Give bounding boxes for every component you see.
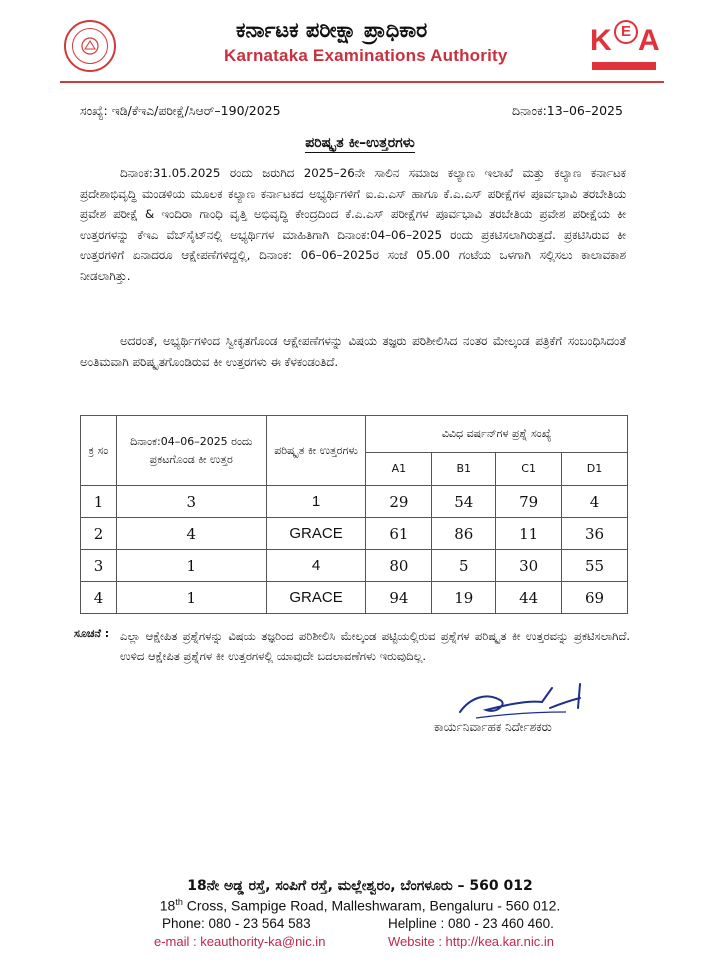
cell-c1: 79 [496, 486, 562, 518]
cell-published: 1 [116, 582, 266, 614]
logo-letter-a: A [638, 24, 660, 57]
subject-text: ಪರಿಷ್ಕೃತ ಕೀ–ಉತ್ತರಗಳು [305, 135, 415, 151]
column-header-a1: A1 [366, 453, 432, 486]
cell-a1: 80 [366, 550, 432, 582]
cell-c1: 11 [496, 518, 562, 550]
cell-d1: 69 [562, 582, 628, 614]
signature-icon [456, 678, 596, 724]
column-header-b1: B1 [432, 453, 496, 486]
emblem-seal-icon [64, 20, 116, 72]
signatory-designation: ಕಾರ್ಯನಿರ್ವಾಹಕ ನಿರ್ದೇಶಕರು [434, 720, 552, 734]
cell-published: 4 [116, 518, 266, 550]
cell-revised: 4 [266, 550, 366, 582]
cell-c1: 30 [496, 550, 562, 582]
cell-sl: 1 [81, 486, 117, 518]
column-header-sl-no: ಕ್ರ ಸಂ [81, 416, 117, 486]
authority-title-kannada: ಕರ್ನಾಟಕ ಪರೀಕ್ಷಾ ಪ್ರಾಧಿಕಾರ [236, 18, 428, 42]
cell-revised: GRACE [266, 518, 366, 550]
footer-email-link[interactable]: e-mail : keauthority-ka@nic.in [154, 934, 326, 949]
cell-published: 1 [116, 550, 266, 582]
cell-d1: 36 [562, 518, 628, 550]
body-paragraph-2: ಅದರಂತೆ, ಅಭ್ಯರ್ಥಿಗಳಿಂದ ಸ್ವೀಕೃತಗೊಂಡ ಆಕ್ಷೇಪಣೆಗಳನ್ನು ವಿಷಯ ತಜ್ಞರು ಪರಿಶೀಲಿಸಿದ ನಂತರ ಮೇಲ್ಕಂಡ ಪತ್ರಿಕೆಗೆ ಸಂಬಂಧಿಸಿದಂತೆ ಅಂತಿಮವಾಗಿ ಪರಿಷ್ಕೃತಗೊಂಡಿರುವ ಕೀ ಉತ್ತರಗಳು ಈ ಕೆಳಕಂಡಂತಿದೆ. [80, 334, 626, 369]
note-label: ಸೂಚನೆ : [74, 627, 110, 640]
column-header-versions: ವಿವಿಧ ವರ್ಷನ್‌ಗಳ ಪ್ರಶ್ನೆ ಸಂಖ್ಯೆ [366, 416, 628, 453]
table-row [81, 486, 628, 518]
subject-heading [0, 135, 720, 151]
cell-d1: 4 [562, 486, 628, 518]
logo-bar [592, 62, 656, 70]
header-divider [60, 81, 664, 83]
cell-b1: 54 [432, 486, 496, 518]
footer-address-english: 18th Cross, Sampige Road, Malleshwaram, Bengaluru - 560 012. [159, 897, 561, 914]
column-header-c1: C1 [496, 453, 562, 486]
column-header-d1: D1 [562, 453, 628, 486]
footer-address-kannada: 18ನೇ ಅಡ್ಡ ರಸ್ತೆ, ಸಂಪಿಗೆ ರಸ್ತೆ, ಮಲ್ಲೇಶ್ವರಂ, ಬೆಂಗಳೂರು – 560 012 [187, 878, 533, 894]
cell-c1: 44 [496, 582, 562, 614]
table-row [81, 550, 628, 582]
letter-date: ದಿನಾಂಕ:13–06–2025 [512, 103, 623, 118]
logo-letter-k: K [590, 24, 612, 57]
authority-title-english: Karnataka Examinations Authority [224, 46, 508, 65]
reference-number: ಸಂಖ್ಯೆ: ಇಡಿ/ಕೆಇಎ/ಪರೀಕ್ಷೆ/ಸಿಆರ್–190/2025 [80, 103, 281, 118]
cell-a1: 94 [366, 582, 432, 614]
cell-sl: 2 [81, 518, 117, 550]
kea-logo [588, 18, 664, 74]
note-text: ಎಲ್ಲಾ ಆಕ್ಷೇಪಿತ ಪ್ರಶ್ನೆಗಳನ್ನು ವಿಷಯ ತಜ್ಞರಿಂದ ಪರಿಶೀಲಿಸಿ ಮೇಲ್ಕಂಡ ಪಟ್ಟಿಯಲ್ಲಿರುವ ಪ್ರಶ್ನೆಗಳ ಪರಿಷ್ಕೃತ ಕೀ ಉತ್ತರವನ್ನು ಪ್ರಕಟಿಸಲಾಗಿದೆ. ಉಳಿದ ಆಕ್ಷೇಪಿತ ಪ್ರಶ್ನೆಗಳ ಕೀ ಉತ್ತರಗಳಲ್ಲಿ ಯಾವುದೇ ಬದಲಾವಣೆಗಳು ಇರುವುದಿಲ್ಲ. [120, 629, 630, 663]
cell-b1: 5 [432, 550, 496, 582]
table-row [81, 582, 628, 614]
revised-key-table [80, 415, 628, 614]
column-header-published-key: ದಿನಾಂಕ:04–06–2025 ರಂದು ಪ್ರಕಟಗೊಂಡ ಕೀ ಉತ್ತರ [116, 416, 266, 486]
cell-sl: 4 [81, 582, 117, 614]
table-row [81, 518, 628, 550]
cell-b1: 86 [432, 518, 496, 550]
cell-revised: GRACE [266, 582, 366, 614]
body-paragraph-1: ದಿನಾಂಕ:31.05.2025 ರಂದು ಜರುಗಿದ 2025–26ನೇ ಸಾಲಿನ ಸಮಾಜ ಕಲ್ಯಾಣ ಇಲಾಖೆ ಮತ್ತು ಕಲ್ಯಾಣ ಕರ್ನಾಟಕ ಪ್ರದೇಶಾಭಿವೃದ್ಧಿ ಮಂಡಳಿಯ ಮೂಲಕ ಕಲ್ಯಾಣ ಕರ್ನಾಟಕದ ಅಭ್ಯರ್ಥಿಗಳಿಗೆ ಐ.ಎ.ಎಸ್ ಹಾಗೂ ಕೆ.ಎ.ಎಸ್ ಪರೀಕ್ಷೆಗಳ ಪೂರ್ವಭಾವಿ ತರಬೇತಿಯ ಪ್ರವೇಶ ಪರೀಕ್ಷೆ & ಇಂದಿರಾ ಗಾಂಧಿ ವೃತ್ತಿ ಅಭಿವೃದ್ಧಿ ಕೇಂದ್ರದಿಂದ ಕೆ.ಎ.ಎಸ್ ಪರೀಕ್ಷೆಗಳ ಪೂರ್ವಭಾವಿ ತರಬೇತಿಯ ಪ್ರವೇಶ ಪರೀಕ್ಷೆಯ ಕೀ ಉತ್ತರಗಳನ್ನು ಕೆಇಎ ವೆಬ್‌ಸೈಟ್‌ನಲ್ಲಿ ಅಭ್ಯರ್ಥಿಗಳ ಮಾಹಿತಿಗಾಗಿ ದಿನಾಂಕ:04–06–2025 ರಂದು ಪ್ರಕಟಿಸಲಾಗಿರುತ್ತದೆ. ಪ್ರಕಟಿಸಿರುವ ಕೀ ಉತ್ತರಗಳಿಗೆ ಏನಾದರೂ ಆಕ್ಷೇಪಣೆಗಳಿದ್ದಲ್ಲಿ, ದಿನಾಂಕ: 06–06–2025ರ ಸಂಜೆ 05.00 ಗಂಟೆಯ ಒಳಗಾಗಿ ಸಲ್ಲಿಸಲು ಕಾಲಾವಕಾಶ ನೀಡಲಾಗಿತ್ತು. [80, 166, 626, 283]
column-header-revised-key: ಪರಿಷ್ಕೃತ ಕೀ ಉತ್ತರಗಳು [266, 416, 366, 486]
footer-phone: Phone: 080 - 23 564 583 [162, 916, 311, 931]
cell-revised: 1 [266, 486, 366, 518]
cell-a1: 29 [366, 486, 432, 518]
logo-letter-e: E [614, 20, 638, 44]
cell-a1: 61 [366, 518, 432, 550]
footer-website-link[interactable]: Website : http://kea.kar.nic.in [388, 934, 554, 949]
cell-b1: 19 [432, 582, 496, 614]
cell-d1: 55 [562, 550, 628, 582]
cell-published: 3 [116, 486, 266, 518]
cell-sl: 3 [81, 550, 117, 582]
footer-helpline: Helpline : 080 - 23 460 460. [388, 916, 554, 931]
